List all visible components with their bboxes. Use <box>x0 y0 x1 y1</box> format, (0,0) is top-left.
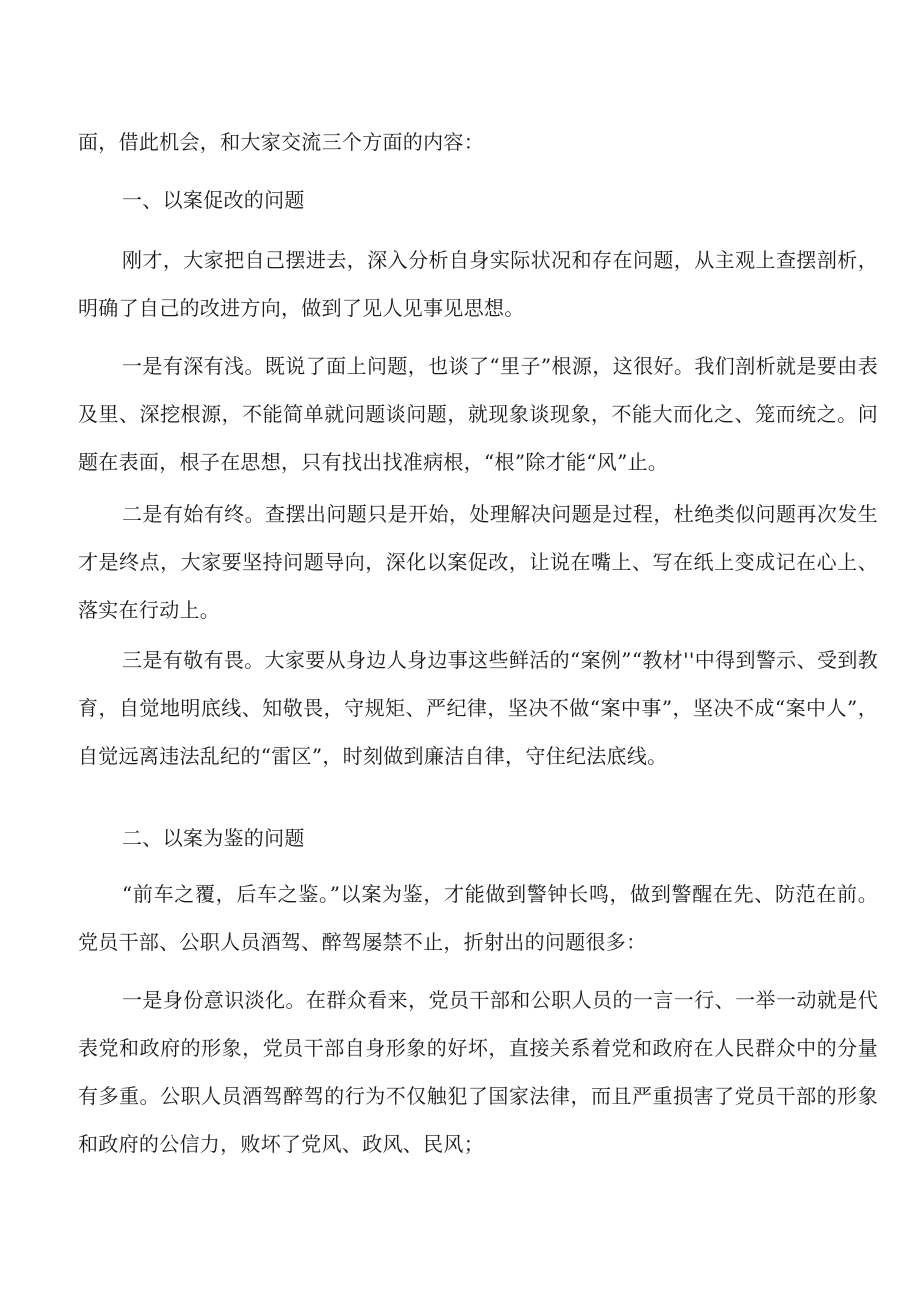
paragraph-5: “前车之覆，后车之鉴。”以案为鉴，才能做到警钟长鸣，做到警醒在先、防范在前。党员干部、公职人员酒驾、醉驾屡禁不止，折射出的问题很多： <box>78 882 878 954</box>
paragraph-6: 一是身份意识淡化。在群众看来，党员干部和公职人员的一言一行、一举一动就是代表党和政府的形象，党员干部自身形象的好坏，直接关系着党和政府在人民群众中的分量有多重。公职人员酒驾醉驾的行为不仅触犯了国家法律，而且严重损害了党员干部的形象和政府的公信力，败坏了党风、政风、民风； <box>78 988 878 1156</box>
paragraph-2: 一是有深有浅。既说了面上问题，也谈了“里子”根源，这很好。我们剖析就是要由表及里、深挖根源，不能简单就问题谈问题，就现象谈现象，不能大而化之、笼而统之。问题在表面，根子在思想，只有找出找准病根，“根”除才能“风”止。 <box>78 354 878 474</box>
paragraph-3: 二是有始有终。查摆出问题只是开始，处理解决问题是过程，杜绝类似问题再次发生才是终点，大家要坚持问题导向，深化以案促改，让说在嘴上、写在纸上变成记在心上、落实在行动上。 <box>78 502 878 622</box>
paragraph-1: 刚才，大家把自己摆进去，深入分析自身实际状况和存在问题，从主观上查摆剖析，明确了自己的改进方向，做到了见人见事见思想。 <box>78 248 878 320</box>
section-heading-2: 二、以案为鉴的问题 <box>122 826 305 850</box>
paragraph-4: 三是有敬有畏。大家要从身边人身边事这些鲜活的“案例”“教材''中得到警示、受到教育，自觉地明底线、知敬畏，守规矩、严纪律，坚决不做“案中事”，坚决不成“案中人”，自觉远离违法乱纪的“雷区”，时刻做到廉洁自律，守住纪法底线。 <box>78 648 878 768</box>
section-heading-1: 一、以案促改的问题 <box>122 188 305 212</box>
paragraph-continuation: 面，借此机会，和大家交流三个方面的内容： <box>78 130 484 154</box>
